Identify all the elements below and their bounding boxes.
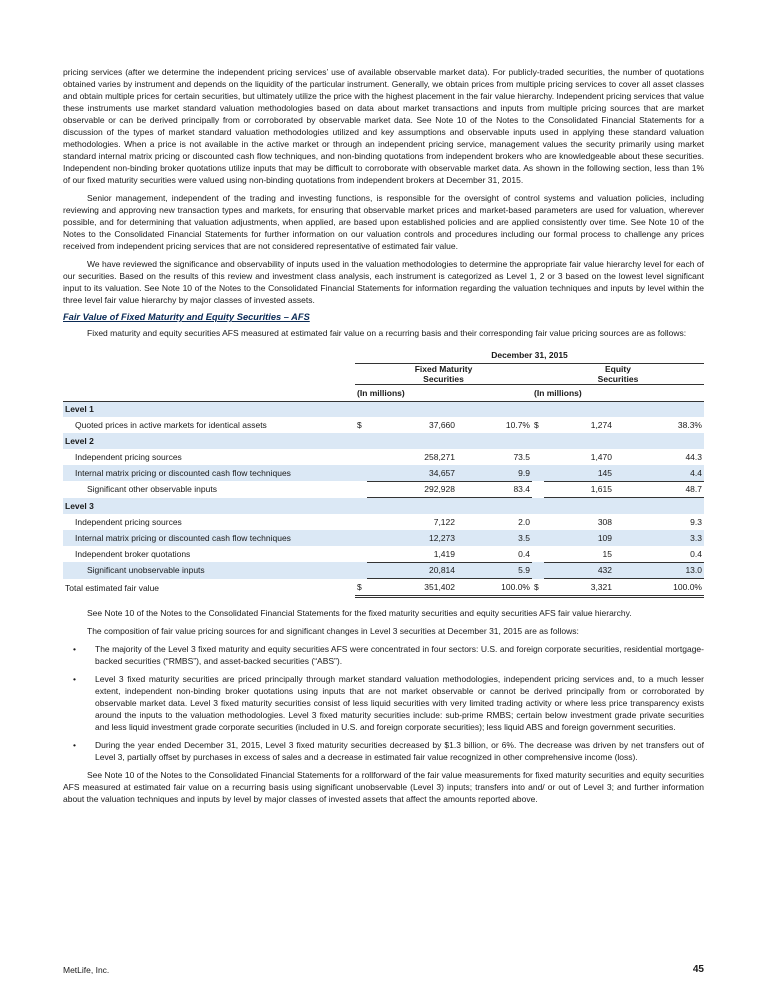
table-date-header: December 31, 2015 (491, 349, 568, 360)
eq-value: 432 (544, 562, 614, 579)
row-label: Significant unobservable inputs (63, 562, 355, 579)
paragraph-rollforward: See Note 10 of the Notes to the Consolidated Financial Statements for a rollforward of the fair value measurements for fixed maturity securities and equity securities AFS measured at estimated fair value on a recurring basis using significant unobservable (Level 3) inputs; transfers into and/ or out of Level 3; and further information about the valuation techniques and inputs by level by major classes of invested assets that affect the amounts reported above. (63, 770, 704, 805)
fm-value: 37,660 (429, 420, 455, 431)
eq-value: 145 (544, 465, 614, 481)
paragraph-pricing-services: pricing services (after we determine the independent pricing services’ use of available observable market data). For publicly-traded securities, the number of quotations obtained varies by instrument and depends on the liquidity of the particular instrument. Generally, we obtain prices from multiple pricing services to cover all asset classes and obtain multiple prices for certain securities, but ultimately utilize the price with the highest placement in the fair value hierarchy. Independent pricing services that value these instruments use market standard valuation methodologies based on data about market transactions and inputs from multiple pricing sources that are market observable or can be derived principally from or corroborated by observable market data. See Note 10 of the Notes to the Consolidated Financial Statements for a discussion of the types of market standard valuation methodologies utilized and key assumptions and observable inputs used in applying these standard valuation methodologies. When a price is not available in the active market or through an independent pricing service, management values the security primarily using market standard internal matrix pricing or discounted cash flow techniques, and non-binding quotations from independent brokers who are knowledgeable about these securities. Independent non-binding broker quotations utilize inputs that may be difficult to corroborate with observable market data. As shown in the following section, less than 1% of our fixed maturity securities were valued using non-binding quotations from independent brokers at December 31, 2015. (63, 67, 704, 185)
row-label: Significant other observable inputs (87, 484, 217, 495)
table-row (63, 514, 704, 530)
page-number: 45 (692, 964, 704, 975)
table-row (63, 530, 704, 546)
col-equity-line1: Equity (605, 363, 631, 374)
fm-value: 292,928 (367, 481, 457, 498)
eq-percent: 48.7 (614, 481, 704, 498)
eq-value: 308 (597, 517, 612, 528)
bullet-text: During the year ended December 31, 2015, Level 3 fixed maturity securities decreased by $1.3 billion, or 6%. The decrease was driven by net transfers out of Level 3, partially offset by purchases in excess of sales and a decrease in estimated fair value recognized in other comprehensive income (loss). (95, 740, 704, 763)
col-fixed-line1: Fixed Maturity (414, 363, 473, 374)
table-row (63, 562, 704, 579)
fair-value-table (63, 347, 704, 598)
section-heading: Fair Value of Fixed Maturity and Equity Securities – AFS (63, 312, 310, 322)
fm-value: 12,273 (367, 530, 457, 546)
paragraph-senior-management: Senior management, independent of the trading and investing functions, is responsible for the oversight of control systems and valuation policies, including reviewing and approving new transaction types and markets, for ensuring that observable market prices and market-based parameters are used for valuation, wherever possible, and for determining that valuation adjustments, when applied, are based upon established policies and are applied consistently over time. See Note 10 of the Notes to the Consolidated Financial Statements for further information on our valuation controls and procedures including our formal process to challenge any prices received from independent pricing services that are not considered representative of estimated fair value. (63, 193, 704, 251)
dollar-sign: $ (357, 420, 362, 431)
bullet-icon: • (73, 644, 76, 655)
eq-percent: 44.3 (685, 451, 702, 462)
eq-value: 1,274 (590, 420, 612, 431)
fm-percent: 0.4 (457, 546, 532, 562)
col-fixed-line2: Securities (423, 373, 464, 384)
level-label: Level 1 (63, 401, 704, 417)
dollar-sign: $ (355, 579, 367, 597)
fm-value: 258,271 (424, 451, 455, 462)
table-row (63, 465, 704, 481)
company-name: MetLife, Inc. (63, 965, 110, 975)
table-row (63, 433, 704, 449)
fm-percent: 100.0% (457, 579, 532, 597)
row-label: Total estimated fair value (65, 582, 160, 593)
table-row (63, 449, 704, 465)
units-fixed: (In millions) (355, 384, 532, 401)
paragraph-see-note-hierarchy: See Note 10 of the Notes to the Consolidated Financial Statements for the fixed maturity securities and equity securities AFS fair value hierarchy. (87, 608, 632, 619)
fm-percent: 10.7% (505, 420, 530, 431)
table-row (63, 546, 704, 562)
eq-percent: 9.3 (690, 517, 702, 528)
fm-percent: 9.9 (457, 465, 532, 481)
table-row (63, 498, 704, 514)
list-item (63, 643, 704, 667)
bullet-icon: • (73, 674, 76, 685)
fm-value: 20,814 (367, 562, 457, 579)
bullet-text: Level 3 fixed maturity securities are priced principally through market standard valuation methodologies, independent pricing services and, to a much lesser extent, independent non-binding broker quotations using inputs that are not market observable or cannot be derived principally from or corroborated by observable market data. Level 3 fixed maturity securities consist of less liquid securities with very limited trading activity or where less price transparency exists around the inputs to the valuation methodologies. Level 3 fixed maturity securities include: sub-prime RMBS; certain below investment grade private securities and less liquid investment grade corporate securities (included in U.S. and foreign corporate securities); less liquid ABS and foreign government securities. (95, 674, 704, 733)
eq-value: 1,470 (590, 451, 612, 462)
col-header-fixed-maturity (355, 363, 532, 384)
eq-percent: 38.3% (677, 420, 702, 431)
bullet-text: The majority of the Level 3 fixed maturity and equity securities AFS were concentrated in four sectors: U.S. and foreign corporate securities, residential mortgage-backed securities (“RMBS”), and asset-backed securities (“ABS”). (95, 644, 704, 667)
list-item (63, 673, 704, 733)
eq-value: 109 (544, 530, 614, 546)
eq-percent: 13.0 (614, 562, 704, 579)
document-page (63, 66, 704, 811)
fm-percent: 83.4 (457, 481, 532, 498)
col-equity-line2: Securities (597, 373, 639, 384)
col-header-equity (532, 363, 704, 384)
level-label: Level 2 (63, 433, 704, 449)
row-label: Quoted prices in active markets for identical assets (75, 420, 267, 431)
eq-value: 1,615 (544, 481, 614, 498)
eq-percent: 3.3 (614, 530, 704, 546)
paragraph-review-significance: We have reviewed the significance and observability of inputs used in the valuation methodologies to determine the appropriate fair value hierarchy level for each of our securities. Based on the results of this review and investment class analysis, each instrument is categorized as Level 1, 2 or 3 based on the lowest level significant input to its valuation. See Note 10 of the Notes to the Consolidated Financial Statements for information regarding the valuation techniques and inputs by level within the three level fair value hierarchy by major classes of invested assets. (63, 259, 704, 305)
eq-value: 3,321 (544, 579, 614, 597)
fm-percent: 73.5 (513, 451, 530, 462)
bullet-list (63, 643, 704, 763)
fm-value: 7,122 (433, 517, 455, 528)
eq-percent: 100.0% (614, 579, 704, 597)
fm-value: 351,402 (367, 579, 457, 597)
eq-value: 15 (544, 546, 614, 562)
row-label: Independent pricing sources (75, 451, 182, 462)
units-equity: (In millions) (532, 384, 704, 401)
dollar-sign: $ (532, 579, 544, 597)
fm-value: 1,419 (367, 546, 457, 562)
row-label: Internal matrix pricing or discounted cash flow techniques (63, 465, 355, 481)
paragraph-table-intro: Fixed maturity and equity securities AFS measured at estimated fair value on a recurring basis and their corresponding fair value pricing sources are as follows: (87, 328, 687, 338)
row-label: Internal matrix pricing or discounted cash flow techniques (63, 530, 355, 546)
fm-percent: 5.9 (457, 562, 532, 579)
paragraph-composition: The composition of fair value pricing sources for and significant changes in Level 3 securities at December 31, 2015 are as follows: (87, 626, 579, 637)
table-row-total (63, 579, 704, 597)
level-label: Level 3 (63, 498, 704, 514)
row-label: Independent broker quotations (75, 548, 191, 559)
list-item (63, 739, 704, 763)
fm-percent: 2.0 (518, 517, 530, 528)
table-row (63, 481, 704, 498)
eq-percent: 4.4 (614, 465, 704, 481)
eq-percent: 0.4 (614, 546, 704, 562)
table-row (63, 401, 704, 417)
fm-percent: 3.5 (457, 530, 532, 546)
fm-value: 34,657 (367, 465, 457, 481)
row-label: Independent pricing sources (75, 517, 182, 528)
dollar-sign: $ (534, 420, 539, 431)
bullet-icon: • (73, 740, 76, 751)
table-row (63, 417, 704, 433)
